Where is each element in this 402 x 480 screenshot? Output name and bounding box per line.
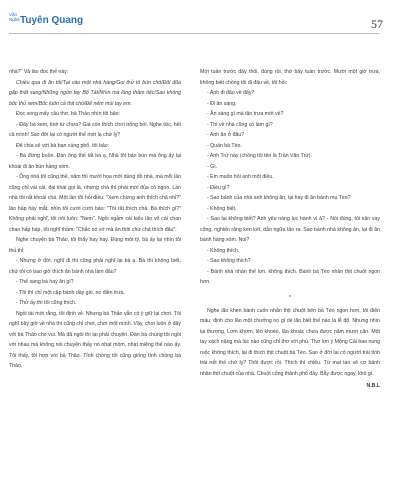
dialogue-line: - Không thích. bbox=[207, 247, 240, 254]
logo-small-text: Văn Nghệ bbox=[9, 12, 20, 22]
paragraph: Ngồi tài mới rằng, tôi định về. Nhưng bà Thảo vẫn có ý giữ lại chơi. Tôi nghĩ bây giờ về nhà thì cũng chỉ chơi, chơi một mình. Vậy, chơi luôn ở đây với bà Thảo cho vui. Mà đã ngồi thì lại phải chuyện. Đàn bà chúng tôi ngồi với nhau mà không nói chuyện thấy nó nhạt mồm, nhạt miệng thế nào ấy. Tôi thấy, tôi hợp với bà Thảo. Tính chồng tôi cũng giống tính chồng bà Thảo. bbox=[9, 310, 181, 369]
dialogue-line: - Anh ăn ở đâu? bbox=[207, 132, 245, 138]
paragraph: Để chia sẻ với bà bạn cùng phổ, tôi bảo: bbox=[16, 142, 110, 149]
left-column bbox=[9, 67, 181, 372]
dialogue-line: - Thì về nhà cũng có làm gì? bbox=[207, 121, 273, 128]
dialogue-line: - Sao không thích? bbox=[207, 258, 251, 264]
dialogue-line: - Anh Trứ này (chồng tôi tên là Trần Văn Trứ). bbox=[207, 153, 312, 159]
dialogue-line: - Thế sang bà hay ăn gì? bbox=[16, 279, 74, 285]
author-signature: N.B.L bbox=[366, 383, 380, 389]
logo-main-text: Tuyên Quang bbox=[20, 15, 84, 26]
right-column bbox=[200, 67, 380, 392]
section-separator: * bbox=[288, 294, 292, 301]
dialogue-line: - Ăn sáng gì mà tận trưa mới về? bbox=[207, 111, 284, 117]
paragraph: Đọc xong mấy câu thơ, bà Thảo nhìn tôi bảo: bbox=[16, 111, 120, 117]
dialogue-line: - Em muốn hỏi anh một điều. bbox=[207, 174, 274, 180]
dialogue-line: - Đi ăn sáng. bbox=[207, 100, 237, 107]
dialogue-line: - Thử ấy thì tôi cũng thích. bbox=[16, 300, 77, 306]
dialogue-line: - Tôi thì chỉ một cặp bánh dầy giò, no điền trưa. bbox=[16, 289, 125, 296]
paragraph: nhà?" Vả lào đọc thế này: bbox=[9, 69, 69, 75]
dialogue-line: - Điều gì? bbox=[207, 184, 230, 191]
dialogue-line: - Bánh nhà nhàn thế lợn, không thích. Bánh bà Tèo nhàn thịt chuột ngon hơn. bbox=[200, 268, 380, 285]
paragraph: Nghe lão khen bánh cuốn nhân thịt chuột bên bà Tèo ngon hơn, tôi điên máu, định cho lão một chưởng nọ gì dé lão biết thế nào là lễ độ. Nhưng nhìn lại thương. Lơm khơm, lêo khoéo, lão khoác chưa được năm mươi cân. Một tay xách nặng mà lúc nào cũng chỉ thơ với phú. Thơ lợn ý Mộng Cái bao nung ruộc không thích, lại đi thích thịt chuột bà Tèo. Sao ở đời lại có người trái tính trái nết thế chứ lỵ? Thôi được rồi. Thích thì chiều. Từ mai tao sẽ cơ bánh nhân thịt chuột của nhà. Chuột cống thành phố đây. Bẫy được ngay, khó gì. bbox=[200, 307, 380, 377]
poem-paragraph: Chiều qua đi ăn tối/Tại vào một nhà hàng/Gọi thử tô bún chó/Đôi đũa gắp thật sang/Những ngón tay Bổ Tát/Nhìn mà lòng thầm tiếc/Sao không bốc thủ xem/Bốc luôn cả thịt chó/Để nếm mùi tay em. bbox=[9, 79, 181, 107]
dialogue-line: - Quán bà Tèo. bbox=[207, 142, 242, 149]
page-header bbox=[0, 0, 402, 40]
dialogue-line: - Ông nhà tôi cũng thế, năm thì mười họa mới dùng đồ nhà, mà mỗi lần cũng chỉ vài cái, đại khái gọi là, nhưng chả thì phải mời đủa cô ngon. Lần nhà tôi rất khoái chá. Một lần tôi hỏi điều: "Xem chừng anh thích chả nhỉ?" lão hấp háy mắt, nhìn tôi cười cười bảo: "Tôi rất thích chả. Bà thích gì?" Không phải nghĩ, tôi nói luôn: "Nem". Ngồi ngẫm cái kiểu lão vổ cái chan chan hấp háp, tôi nghĩ thầm: "Chắc nó vớ mà ăn thôi chứ chả thích đâu". bbox=[9, 174, 181, 233]
page-number: 57 bbox=[371, 17, 383, 31]
paragraph: Mới tuần trước đây thôi, đúng rồi, thứ bảy tuần trước. Mười một giờ trưa, không biết chồng tôi đi đâu về, tôi hỏi: bbox=[200, 69, 380, 86]
dialogue-line: - Sao lại không biết? Anh yêu nàng lục hành vì ả? - Nói đùng, tôi xăn vay cổng, nghiến răng ken két, dẫn ngữa lão ra: Sao bánh nhà không ăn, lại đi ăn bánh hàng xóm. Nói? bbox=[200, 216, 380, 243]
dialogue-line: - Đây bà xem, tinh tứ chưa? Giá còn thích chơi trống bỏi. Nghe tức, hết cả mình! Sao đời lại có người thế mới lạ chứ lỵ? bbox=[9, 121, 181, 138]
dialogue-line: - Bà đừng buồn. Đàn ông thế tất bà ạ. Nhà tôi bán bún mà ông ấy lại khoái đi ăn bún hàng xóm. bbox=[9, 153, 181, 170]
header-rule bbox=[9, 33, 379, 34]
dialogue-line: - Gì. bbox=[207, 163, 218, 170]
dialogue-line: - Sao bánh của nhà anh không ăn, lại hay đi ăn bánh mụ Tèo? bbox=[207, 195, 351, 201]
dialogue-line: - Không biết. bbox=[207, 205, 237, 212]
dialogue-line: - Anh đi đâu về đấy? bbox=[207, 90, 255, 96]
paragraph: Nghe chuyện bà Thảo, tôi thấy hay hay. Đúng một tý, bà ấy lại nhìn tôi thủ thỉ: bbox=[9, 237, 181, 254]
dialogue-line: - Nhưng ở đời, nghĩ đi thì cũng phải nghĩ lại bà ạ. Bà thì không biết, chứ tôi có bao giờ thích ăn bánh nhà làm đâu? bbox=[9, 258, 181, 275]
